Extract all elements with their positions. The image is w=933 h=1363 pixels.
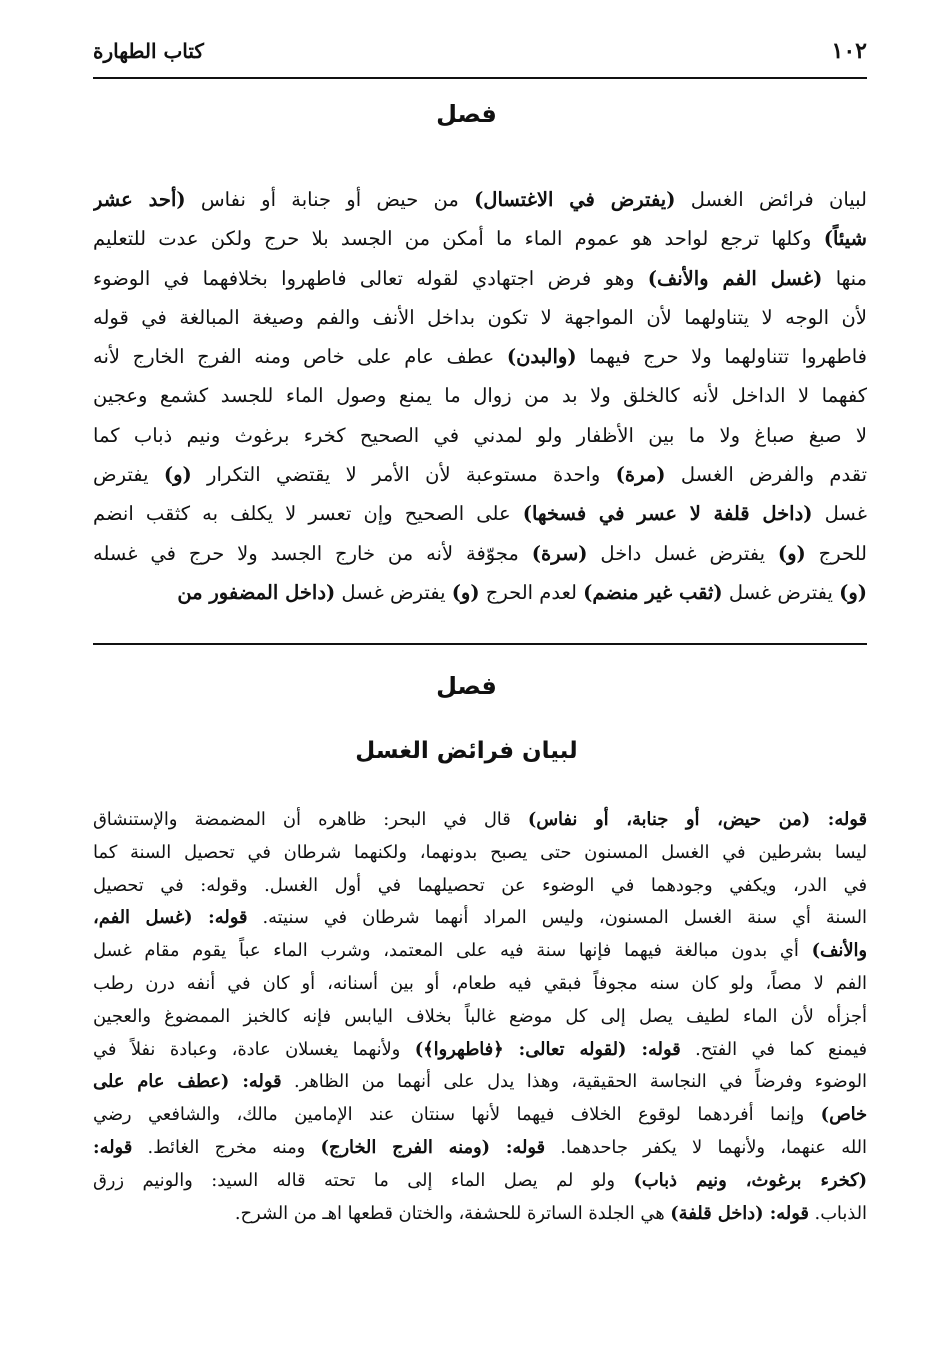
main-text-line: منها (غسل الفم والأنف) وهو فرض اجتهادي لقوله تعالى فاطهروا بخلافهما في الوضوء	[93, 266, 867, 290]
bold-phrase: قوله: (عطف عام على	[93, 1071, 282, 1093]
main-text	[93, 180, 867, 612]
bold-phrase: (والبدن)	[506, 345, 577, 369]
commentary-line: الفم لا مصاً، ولو كان سنه مجوفاً فبقي فيه طعام، أو بين أسنانه، أو كان في أنفه درن رطب	[93, 972, 867, 994]
main-text-line: لبيان فرائض الغسل (يفترض في الاغتسال) من حيض أو جنابة أو نفاس (أحد عشر	[93, 188, 867, 211]
bold-phrase: قوله: (لقوله تعالى: ﴿فاطهروا﴾)	[414, 1038, 681, 1060]
commentary-line: والأنف) أي بدون مبالغة فيهما فإنها سنة فيه على المعتمد، وشرب الماء عباً يقوم مقام غسل	[93, 940, 867, 962]
bold-phrase: (و)	[839, 580, 867, 604]
bold-phrase: (ثقب غير منضم)	[583, 580, 723, 604]
commentary-line: الوضوء وفرضاً في النجاسة الحقيقية، وهذا يدل على أنهما من الظاهر. قوله: (عطف عام على	[93, 1071, 867, 1093]
bold-phrase: (أحد عشر	[93, 188, 186, 211]
bold-phrase: شيئاً)	[823, 227, 867, 251]
bold-phrase: قوله:	[93, 1136, 133, 1158]
bold-phrase: (غسل الفم والأنف)	[647, 266, 823, 290]
bold-phrase: (يفترض في الاغتسال)	[474, 188, 676, 211]
commentary-line: الله عنهما، ولأنهما لا يكفر جاحدهما. قوله: (ومنه الفرج الخارج) ومنه مخرج الغائط. قوله:	[93, 1136, 867, 1158]
bold-phrase: (سرة)	[531, 541, 588, 565]
commentary-subtitle: لبيان فرائض الغسل	[355, 738, 578, 764]
running-title: كتاب الطهارة	[93, 39, 204, 63]
commentary-line: (كخرء برغوث، ونيم ذباب) ولو لم يصل الماء إلى ما تحته قاله السيد: والونيم زرق	[93, 1169, 867, 1191]
bold-phrase: (و)	[777, 541, 806, 565]
commentary-line: ليسا بشرطين في الغسل المسنون حتى يصبح بدونهما، ولكنهما شرطان في تحصيل السنة كما	[93, 841, 867, 863]
main-text-line: فاطهروا تتناولهما ولا حرج فيهما (والبدن) عطف عام على خاص ومنه الفرج الخارج لأنه	[93, 345, 867, 369]
main-text-line: غسل (داخل قلفة لا عسر في فسخها) على الصحيح وإن تعسر لا يكلف به كثقب انضم	[93, 502, 867, 526]
commentary-line: فيمنع كما في الفتح. قوله: (لقوله تعالى: ﴿فاطهروا﴾) ولأنهما يغسلان عادة، وعبادة نفلاً في	[93, 1038, 867, 1060]
bold-phrase: والأنف)	[811, 940, 867, 962]
commentary-line: قوله: (من حيض، أو جنابة، أو نفاس) قال في البحر: ظاهره أن المضمضة والإستنشاق	[93, 809, 867, 830]
main-text-line: (و) يفترض غسل (ثقب غير منضم) لعدم الحرج (و) يفترض غسل (داخل المضفور من	[177, 580, 867, 604]
main-text-line: لا صبغ صباغ ولا ما بين الأظفار ولو لمدني في الصحيح كخرء برغوث ونيم ذباب كما	[93, 423, 867, 447]
bold-phrase: قوله: (من حيض، أو جنابة، أو نفاس)	[527, 809, 867, 830]
commentary-section-title: فصل	[436, 672, 497, 700]
bold-phrase: قوله: (داخل قلفة)	[670, 1202, 809, 1224]
bold-phrase: (داخل المضفور من	[177, 580, 336, 604]
main-text-line: للحرج (و) يفترض غسل داخل (سرة) مجوّفة لأنه من خارج الجسد ولا حرج في غسله	[93, 541, 867, 565]
main-text-line: تقدم والفرض الغسل (مرة) واحدة مستوعبة لأن الأمر لا يقتضي التكرار (و) يفترض	[93, 463, 867, 487]
commentary-line: أجزأه لأن الماء لطيف يصل إلى كل موضع غالباً بخلاف اليابس فإنه كالخبز الممضوغ والعجين	[93, 1005, 867, 1027]
main-text-line: لأن الوجه لا يتناولهما لأن المواجهة لا تكون بداخل الأنف والفم وصيغة المبالغة في قوله	[93, 305, 867, 329]
main-text-line: شيئاً) وكلها ترجع لواحد هو عموم الماء ما أمكن من الجسد بلا حرج ولكن عدت للتعليم	[93, 227, 867, 251]
bold-phrase: (داخل قلفة لا عسر في فسخها)	[522, 502, 813, 526]
bold-phrase: قوله: (غسل الفم،	[93, 907, 248, 929]
bold-phrase: قوله: (ومنه الفرج الخارج)	[320, 1136, 546, 1158]
commentary-text	[93, 804, 867, 1230]
text-divider-rule	[93, 643, 867, 645]
bold-phrase: (و)	[451, 580, 480, 604]
bold-phrase: خاص)	[820, 1104, 867, 1126]
commentary-line: السنة أي سنة الغسل المسنون، وليس المراد أنهما شرطان في سنيته. قوله: (غسل الفم،	[93, 907, 867, 929]
main-section-title: فصل	[436, 100, 497, 128]
commentary-line: الذباب. قوله: (داخل قلفة) هي الجلدة الساترة للحشفة، والختان قطعها اهـ من الشرح.	[234, 1202, 867, 1224]
bold-phrase: (و)	[163, 463, 192, 487]
header-rule	[93, 77, 867, 79]
main-text-line: كفهما لا الداخل لأنه كالخلق ولا بد من زوال ما يمنع وصول الماء للجسد كشمع وعجين	[93, 384, 867, 408]
page-number: ١٠٢	[831, 38, 867, 64]
bold-phrase: (كخرء برغوث، ونيم ذباب)	[633, 1169, 867, 1191]
page-header	[93, 30, 867, 72]
bold-phrase: (مرة)	[615, 463, 666, 487]
commentary-line: خاص) وإنما أفردهما لوقوع الخلاف فيهما لأنها سنتان عند الإمامين مالك، والشافعي رضي	[93, 1104, 867, 1126]
commentary-line: في الدر، ويكفي وجودهما في الوضوء عن تحصيلهما في أول الغسل. وقوله: في تحصيل	[93, 874, 867, 896]
